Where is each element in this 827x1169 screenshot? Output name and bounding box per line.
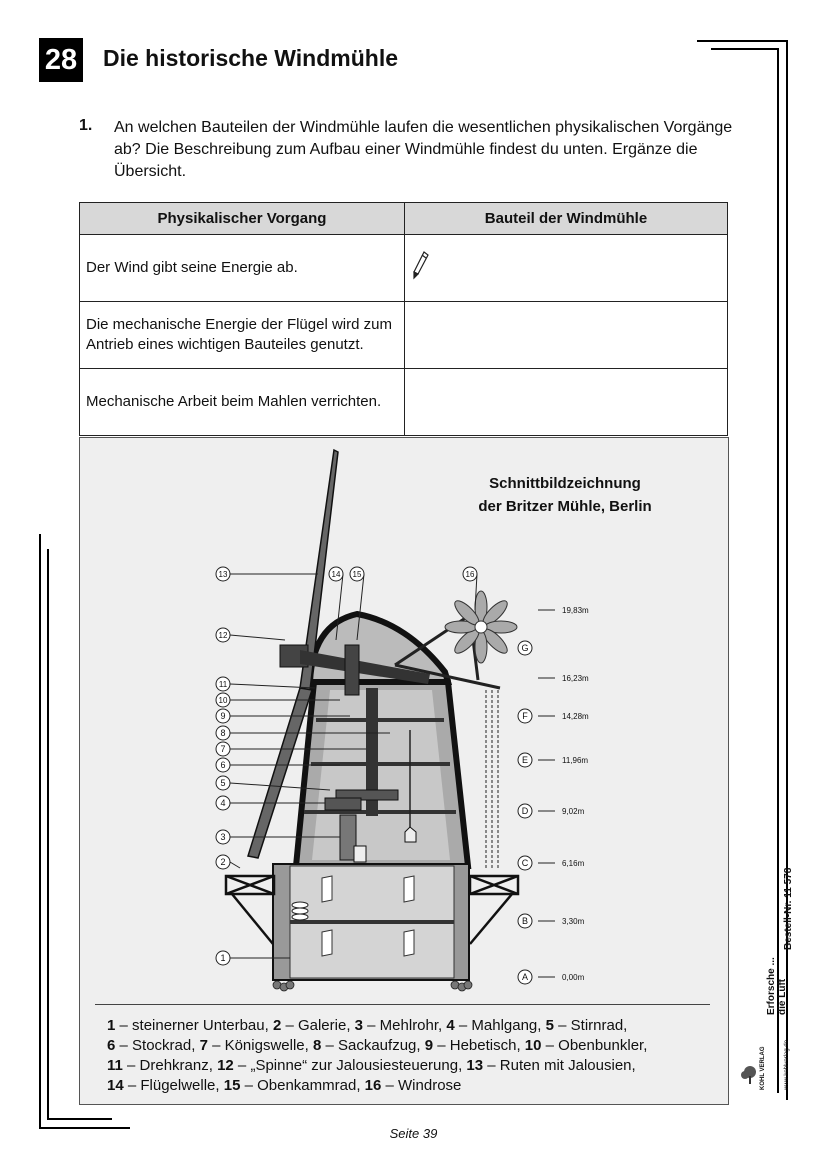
level-letter: C bbox=[521, 858, 529, 868]
legend-item-text: – Ruten mit Jalousien, bbox=[483, 1057, 636, 1074]
legend-item-number: 9 bbox=[424, 1037, 434, 1054]
column-header-bauteil: Bauteil der Windmühle bbox=[405, 203, 728, 235]
legend-item-text: – Hebetisch, bbox=[433, 1037, 525, 1054]
legend-item bbox=[107, 1037, 200, 1054]
legend-item bbox=[525, 1037, 648, 1054]
page-title: Die historische Windmühle bbox=[103, 45, 399, 71]
legend-item bbox=[546, 1017, 628, 1034]
legend-item-text: – Königswelle, bbox=[207, 1037, 313, 1054]
level-letter: F bbox=[522, 711, 528, 721]
legend-item-text: – Stockrad, bbox=[115, 1037, 200, 1054]
legend-item bbox=[217, 1057, 466, 1074]
legend-item bbox=[425, 1037, 525, 1054]
legend-item-text: – steinerner Unterbau, bbox=[115, 1017, 273, 1034]
figure-title-line-2: der Britzer Mühle, Berlin bbox=[478, 498, 652, 515]
part-number-label: 2 bbox=[220, 857, 226, 867]
legend-item-number: 14 bbox=[107, 1077, 124, 1094]
legend-item bbox=[355, 1017, 447, 1034]
legend-item-number: 15 bbox=[223, 1077, 241, 1094]
part-number-label: 16 bbox=[465, 570, 475, 579]
legend-item-text: – Obenkammrad, bbox=[240, 1077, 365, 1094]
legend-item-number: 6 bbox=[107, 1037, 116, 1054]
part-number-label: 11 bbox=[218, 680, 228, 689]
legend-item bbox=[107, 1077, 224, 1094]
publisher-logo-icon bbox=[740, 1063, 760, 1085]
part-number-label: 9 bbox=[220, 711, 226, 721]
legend-item-text: – Obenbunkler, bbox=[541, 1037, 648, 1054]
legend-item-text: – Windrose bbox=[381, 1077, 462, 1094]
legend-line bbox=[107, 1036, 717, 1056]
side-website: www.kohlverlag.de bbox=[784, 1039, 790, 1090]
legend-item-number: 7 bbox=[199, 1037, 208, 1054]
level-letter: B bbox=[521, 916, 529, 926]
legend-item-number: 12 bbox=[217, 1057, 234, 1074]
page-number: Seite 39 bbox=[389, 1126, 438, 1141]
height-label: 3,30m bbox=[562, 917, 585, 926]
legend-item bbox=[107, 1017, 273, 1034]
column-header-vorgang: Physikalischer Vorgang bbox=[80, 203, 405, 235]
legend-item-number: 3 bbox=[354, 1017, 363, 1034]
cell-vorgang: Die mechanische Energie der Flügel wird zum Antrieb eines wichtigen Bauteiles genutzt. bbox=[80, 302, 405, 369]
callout-line bbox=[230, 862, 240, 868]
legend-item-number: 2 bbox=[272, 1017, 282, 1034]
part-number-label: 1 bbox=[220, 953, 226, 963]
side-publisher: KOHL VERLAG bbox=[760, 1046, 766, 1090]
legend-item bbox=[200, 1037, 313, 1054]
legend-divider bbox=[95, 1004, 710, 1005]
side-book-title-2: die Luft bbox=[777, 978, 788, 1015]
part-number-label: 4 bbox=[220, 798, 226, 808]
legend-line bbox=[107, 1056, 717, 1076]
level-letter: A bbox=[521, 972, 529, 982]
parts-legend bbox=[107, 1016, 717, 1096]
legend-item-text: – Mehlrohr, bbox=[363, 1017, 447, 1034]
part-number-label: 15 bbox=[352, 570, 362, 579]
legend-item bbox=[224, 1077, 365, 1094]
height-label: 9,02m bbox=[562, 807, 585, 816]
figure-title-line-1: Schnittbildzeichnung bbox=[489, 475, 641, 492]
legend-item-number: 16 bbox=[364, 1077, 382, 1094]
part-number-label: 6 bbox=[220, 760, 226, 770]
legend-item-number: 11 bbox=[107, 1057, 123, 1074]
height-label: 11,96m bbox=[562, 756, 589, 765]
height-label: 16,23m bbox=[562, 674, 589, 683]
legend-item bbox=[446, 1017, 545, 1034]
legend-item bbox=[273, 1017, 355, 1034]
level-letter: G bbox=[521, 643, 529, 653]
part-number-label: 10 bbox=[218, 696, 228, 705]
part-number-label: 5 bbox=[220, 778, 226, 788]
part-number-label: 7 bbox=[220, 744, 226, 754]
level-letter: D bbox=[521, 806, 529, 816]
legend-item-number: 4 bbox=[446, 1017, 455, 1034]
legend-line bbox=[107, 1076, 717, 1096]
legend-item bbox=[313, 1037, 425, 1054]
legend-item bbox=[365, 1077, 462, 1094]
part-number-label: 13 bbox=[218, 570, 228, 579]
legend-item-text: – Drehkranz, bbox=[122, 1057, 218, 1074]
legend-line bbox=[107, 1016, 717, 1036]
legend-item-text: – Mahlgang, bbox=[454, 1017, 546, 1034]
side-order-number: Bestell-Nr. 11 578 bbox=[783, 867, 794, 950]
part-number-label: 14 bbox=[331, 570, 341, 579]
legend-item bbox=[466, 1057, 635, 1074]
legend-item-number: 5 bbox=[545, 1017, 554, 1034]
legend-item-text: – Stirnrad, bbox=[553, 1017, 628, 1034]
worksheet-number: 28 bbox=[39, 38, 83, 82]
task-number: 1. bbox=[79, 117, 93, 134]
height-label: 19,83m bbox=[562, 606, 589, 615]
legend-item bbox=[107, 1057, 217, 1074]
legend-item-text: – Galerie, bbox=[281, 1017, 355, 1034]
height-label: 6,16m bbox=[562, 859, 585, 868]
level-letter: E bbox=[521, 755, 529, 765]
part-number-label: 12 bbox=[218, 631, 228, 640]
legend-item-text: – „Spinne“ zur Jalousiesteuerung, bbox=[233, 1057, 467, 1074]
legend-item-text: – Sackaufzug, bbox=[321, 1037, 425, 1054]
cell-vorgang: Mechanische Arbeit beim Mahlen verrichten. bbox=[80, 369, 405, 436]
task-text: An welchen Bauteilen der Windmühle laufen die wesentlichen physikalischen Vorgänge ab? Die Beschreibung zum Aufbau einer Windmühle findest du unten. Ergänze die Übersicht. bbox=[114, 119, 733, 180]
height-label: 14,28m bbox=[562, 712, 589, 721]
legend-item-number: 10 bbox=[524, 1037, 542, 1054]
legend-item-number: 1 bbox=[107, 1017, 116, 1034]
height-label: 0,00m bbox=[562, 973, 585, 982]
part-number-label: 8 bbox=[220, 728, 226, 738]
side-book-title-1: Erforsche ... bbox=[766, 957, 777, 1015]
callout-line bbox=[230, 635, 285, 640]
legend-item-text: – Flügelwelle, bbox=[123, 1077, 224, 1094]
legend-item-number: 13 bbox=[466, 1057, 484, 1074]
legend-item-number: 8 bbox=[312, 1037, 322, 1054]
cell-vorgang: Der Wind gibt seine Energie ab. bbox=[80, 235, 405, 302]
part-number-label: 3 bbox=[220, 832, 226, 842]
